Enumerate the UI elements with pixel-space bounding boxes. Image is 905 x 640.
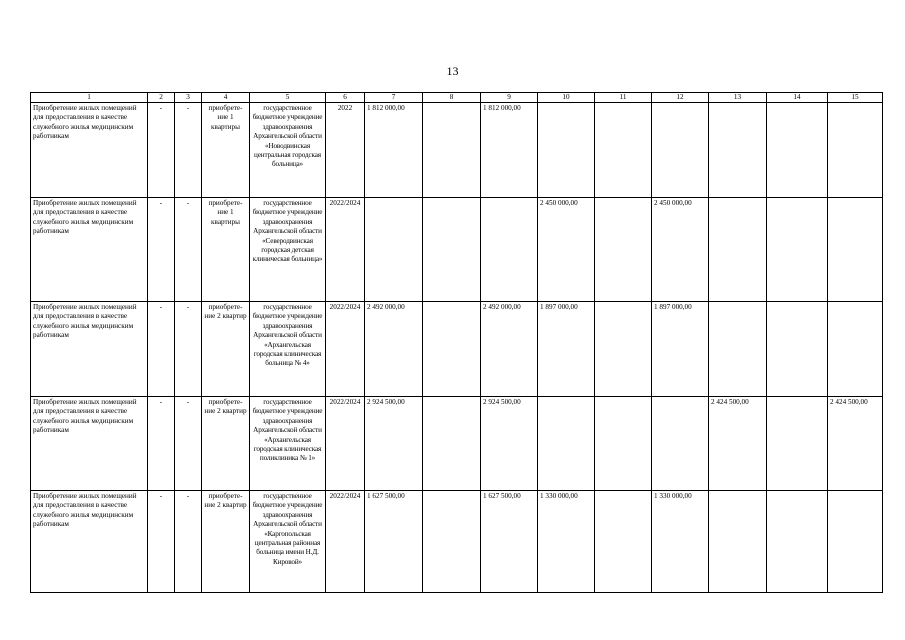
column-header: 10 bbox=[538, 93, 595, 103]
amount-cell: 2 924 500,00 bbox=[365, 397, 423, 491]
column-header: 14 bbox=[767, 93, 828, 103]
amount-cell bbox=[828, 302, 883, 397]
amount-cell bbox=[423, 103, 481, 198]
amount-cell bbox=[423, 302, 481, 397]
amount-cell bbox=[767, 302, 828, 397]
amount-cell bbox=[709, 302, 767, 397]
activity-name-cell: Приобретение жилых помещений для предоставления в качестве служебного жилья медицинским работникам bbox=[31, 198, 148, 302]
period-cell: 2022 bbox=[326, 103, 365, 198]
column-header: 1 bbox=[31, 93, 148, 103]
amount-cell: 1 812 000,00 bbox=[481, 103, 538, 198]
table-row bbox=[31, 103, 883, 198]
column-header: 7 bbox=[365, 93, 423, 103]
budget-table bbox=[30, 92, 883, 593]
purpose-cell: приобрете-ние 1 квартиры bbox=[202, 198, 250, 302]
table-row bbox=[31, 491, 883, 593]
amount-cell bbox=[595, 103, 652, 198]
header-row bbox=[31, 93, 883, 103]
table-cell: - bbox=[175, 103, 202, 198]
amount-cell: 2 424 500,00 bbox=[828, 397, 883, 491]
amount-cell bbox=[365, 198, 423, 302]
purpose-cell: приобрете-ние 2 квартир bbox=[202, 491, 250, 593]
amount-cell: 2 924 500,00 bbox=[481, 397, 538, 491]
activity-name-cell: Приобретение жилых помещений для предоставления в качестве служебного жилья медицинским работникам bbox=[31, 302, 148, 397]
column-header: 8 bbox=[423, 93, 481, 103]
period-cell: 2022/2024 bbox=[326, 302, 365, 397]
column-header: 5 bbox=[250, 93, 326, 103]
amount-cell bbox=[423, 198, 481, 302]
activity-name-cell: Приобретение жилых помещений для предоставления в качестве служебного жилья медицинским работникам bbox=[31, 397, 148, 491]
amount-cell: 2 424 500,00 bbox=[709, 397, 767, 491]
period-cell: 2022/2024 bbox=[326, 491, 365, 593]
organization-cell: государственное бюджетное учреждение здравоохранения Архангельской области «Северодвинская городская детская клиническая больница» bbox=[250, 198, 326, 302]
amount-cell bbox=[828, 103, 883, 198]
column-header: 12 bbox=[652, 93, 709, 103]
amount-cell: 1 897 000,00 bbox=[538, 302, 595, 397]
table-row bbox=[31, 198, 883, 302]
amount-cell bbox=[538, 103, 595, 198]
amount-cell bbox=[652, 103, 709, 198]
purpose-cell: приобрете-ние 2 квартир bbox=[202, 397, 250, 491]
table-row bbox=[31, 302, 883, 397]
table-cell: - bbox=[148, 302, 175, 397]
amount-cell bbox=[595, 491, 652, 593]
organization-cell: государственное бюджетное учреждение здравоохранения Архангельской области «Каргопольская центральная районная больница имени Н.Д. Кировой» bbox=[250, 491, 326, 593]
table-cell: - bbox=[148, 397, 175, 491]
amount-cell: 1 897 000,00 bbox=[652, 302, 709, 397]
table-row bbox=[31, 397, 883, 491]
organization-cell: государственное бюджетное учреждение здравоохранения Архангельской области «Архангельская городская клиническая больница № 4» bbox=[250, 302, 326, 397]
amount-cell bbox=[595, 198, 652, 302]
amount-cell bbox=[709, 198, 767, 302]
table-cell: - bbox=[175, 302, 202, 397]
organization-cell: государственное бюджетное учреждение здравоохранения Архангельской области «Новодвинская центральная городская больница» bbox=[250, 103, 326, 198]
amount-cell bbox=[423, 491, 481, 593]
purpose-cell: приобрете-ние 1 квартиры bbox=[202, 103, 250, 198]
purpose-cell: приобрете-ние 2 квартир bbox=[202, 302, 250, 397]
column-header: 4 bbox=[202, 93, 250, 103]
amount-cell bbox=[709, 103, 767, 198]
column-header: 2 bbox=[148, 93, 175, 103]
amount-cell bbox=[595, 397, 652, 491]
amount-cell: 1 812 000,00 bbox=[365, 103, 423, 198]
period-cell: 2022/2024 bbox=[326, 198, 365, 302]
amount-cell: 1 330 000,00 bbox=[652, 491, 709, 593]
amount-cell bbox=[709, 491, 767, 593]
amount-cell: 2 492 000,00 bbox=[481, 302, 538, 397]
column-header: 3 bbox=[175, 93, 202, 103]
amount-cell bbox=[652, 397, 709, 491]
amount-cell bbox=[767, 397, 828, 491]
amount-cell bbox=[481, 198, 538, 302]
amount-cell bbox=[423, 397, 481, 491]
amount-cell: 2 450 000,00 bbox=[538, 198, 595, 302]
amount-cell bbox=[767, 198, 828, 302]
amount-cell: 1 330 000,00 bbox=[538, 491, 595, 593]
amount-cell: 1 627 500,00 bbox=[481, 491, 538, 593]
amount-cell: 2 450 000,00 bbox=[652, 198, 709, 302]
table-cell: - bbox=[148, 198, 175, 302]
table-cell: - bbox=[148, 491, 175, 593]
activity-name-cell: Приобретение жилых помещений для предоставления в качестве служебного жилья медицинским работникам bbox=[31, 491, 148, 593]
table-cell: - bbox=[175, 397, 202, 491]
column-header: 6 bbox=[326, 93, 365, 103]
amount-cell: 2 492 000,00 bbox=[365, 302, 423, 397]
amount-cell bbox=[538, 397, 595, 491]
amount-cell bbox=[767, 103, 828, 198]
table-cell: - bbox=[175, 198, 202, 302]
column-header: 13 bbox=[709, 93, 767, 103]
activity-name-cell: Приобретение жилых помещений для предоставления в качестве служебного жилья медицинским работникам bbox=[31, 103, 148, 198]
column-header: 11 bbox=[595, 93, 652, 103]
column-header: 15 bbox=[828, 93, 883, 103]
amount-cell bbox=[595, 302, 652, 397]
column-header: 9 bbox=[481, 93, 538, 103]
amount-cell bbox=[767, 491, 828, 593]
organization-cell: государственное бюджетное учреждение здравоохранения Архангельской области «Архангельская городская клиническая поликлиника № 1» bbox=[250, 397, 326, 491]
amount-cell bbox=[828, 198, 883, 302]
page-number: 13 bbox=[446, 64, 459, 78]
table-cell: - bbox=[175, 491, 202, 593]
period-cell: 2022/2024 bbox=[326, 397, 365, 491]
amount-cell bbox=[828, 491, 883, 593]
amount-cell: 1 627 500,00 bbox=[365, 491, 423, 593]
table-cell: - bbox=[148, 103, 175, 198]
